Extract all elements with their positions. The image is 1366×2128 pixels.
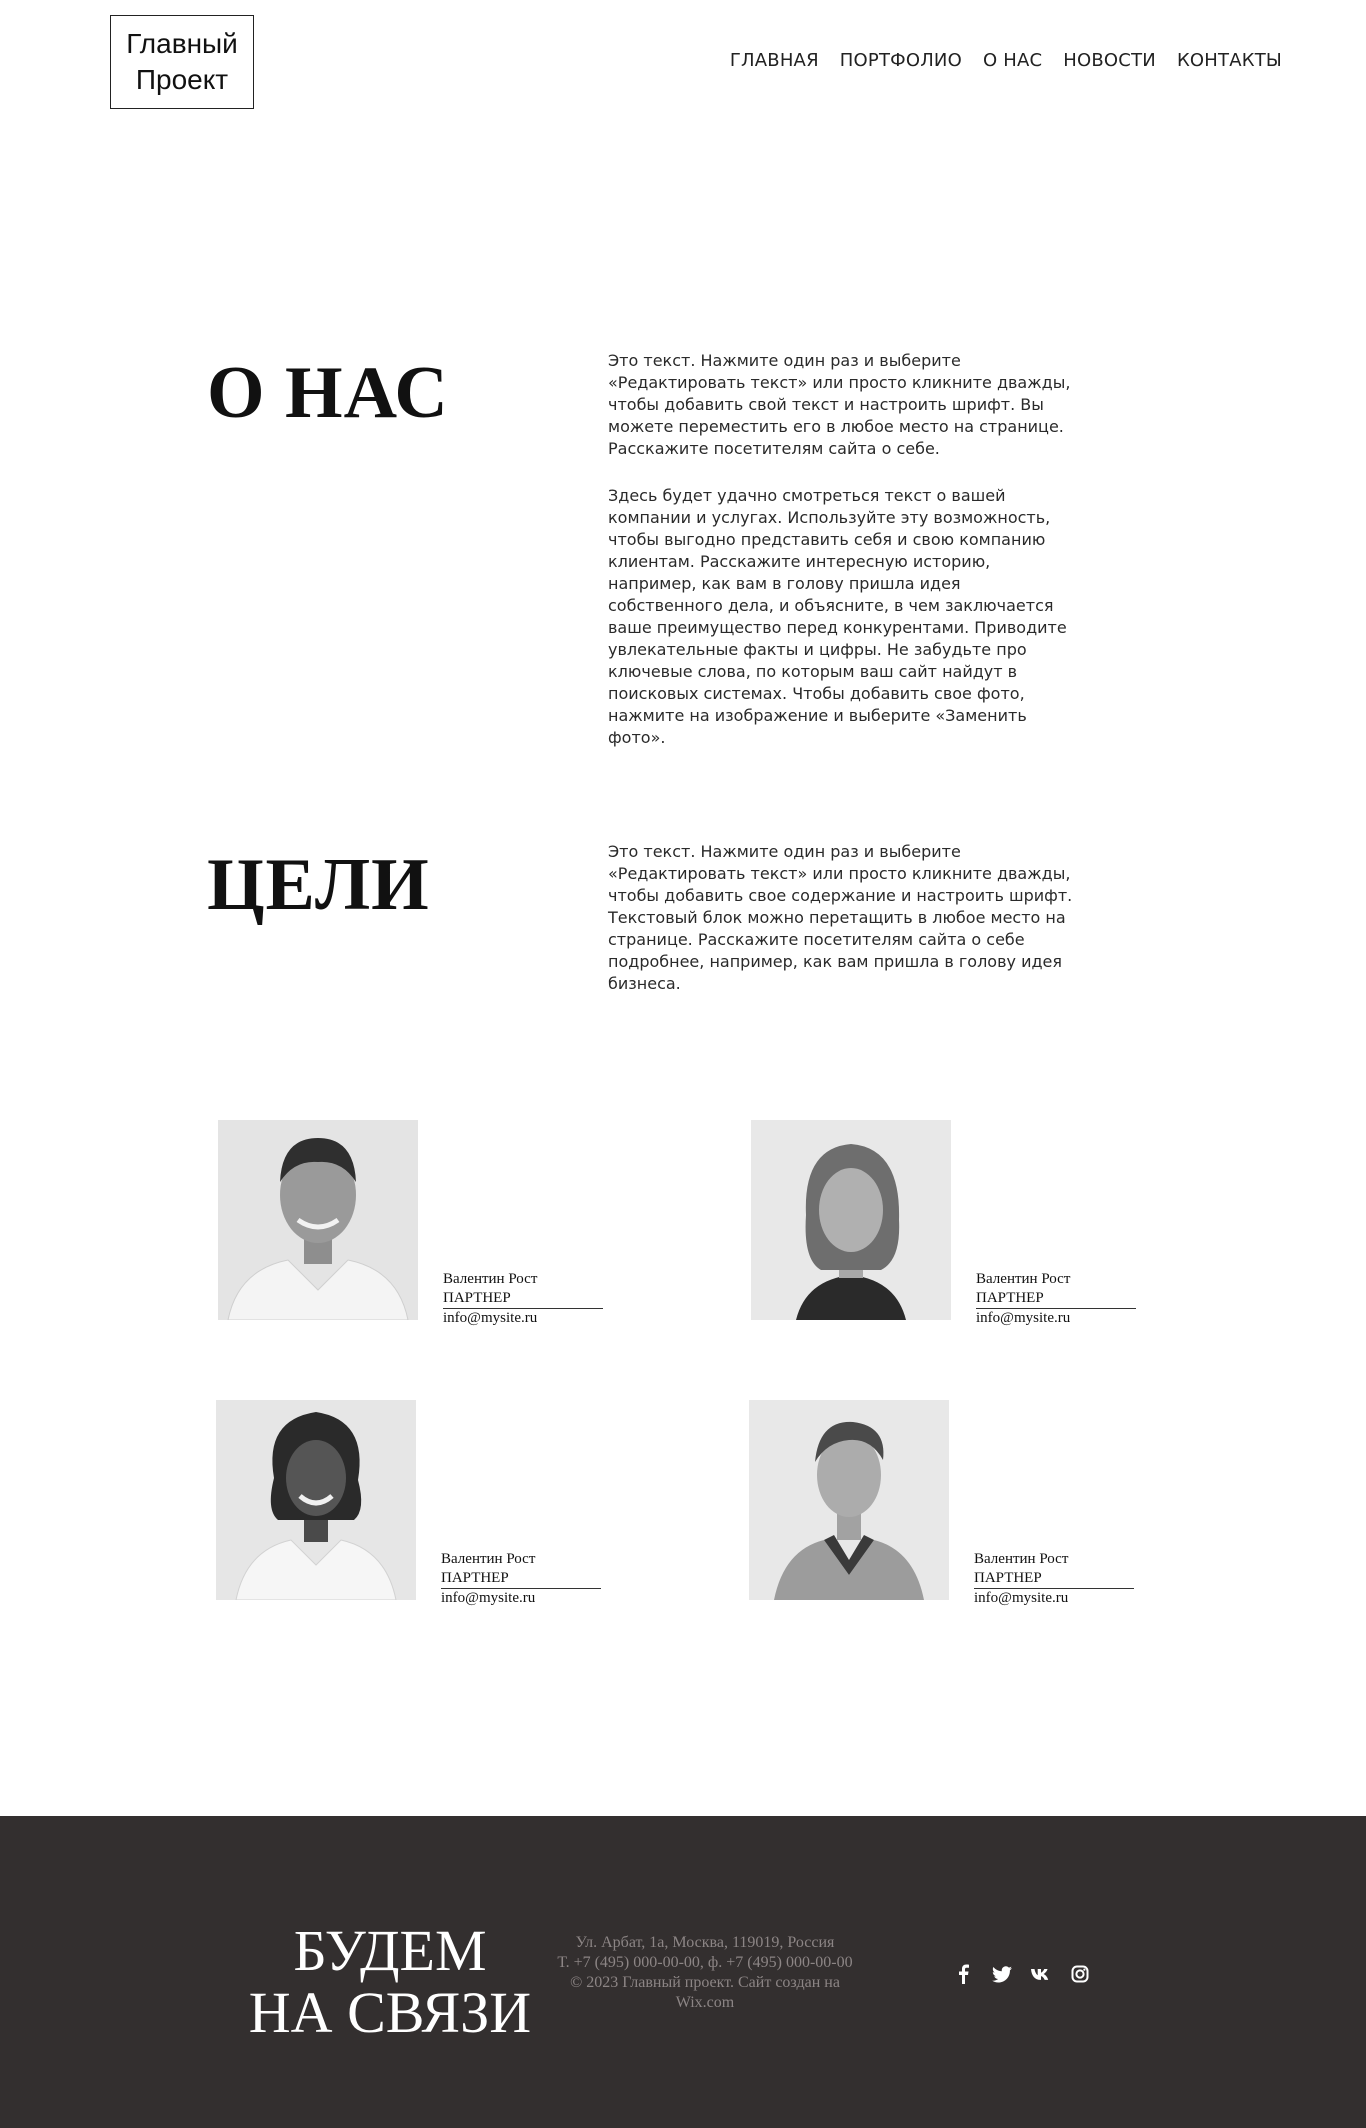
team-member-info [443, 1270, 603, 1328]
team-photo-woman-2[interactable] [216, 1400, 416, 1600]
vk-icon[interactable] [1030, 1963, 1052, 1985]
member-role: ПАРТНЕР [974, 1569, 1134, 1589]
footer-title [230, 1920, 550, 2044]
member-role: ПАРТНЕР [976, 1289, 1136, 1309]
member-name: Валентин Рост [441, 1551, 536, 1567]
member-name: Валентин Рост [443, 1271, 538, 1287]
site-footer [0, 1816, 1366, 2128]
team-photo-woman-1[interactable] [751, 1120, 951, 1320]
member-role: ПАРТНЕР [443, 1289, 603, 1309]
about-heading: О НАС [207, 352, 449, 434]
team-member-info [976, 1270, 1136, 1328]
member-name: Валентин Рост [974, 1551, 1069, 1567]
instagram-icon[interactable] [1069, 1963, 1091, 1985]
facebook-icon[interactable] [952, 1963, 974, 1985]
member-email[interactable]: info@mysite.ru [974, 1590, 1069, 1606]
nav-home[interactable]: ГЛАВНАЯ [729, 50, 819, 71]
about-text [608, 350, 1078, 749]
twitter-icon[interactable] [991, 1963, 1013, 1985]
nav-news[interactable]: НОВОСТИ [1063, 50, 1156, 71]
footer-contacts [555, 1933, 855, 2013]
footer-phone: Т. +7 (495) 000-00-00, ф. +7 (495) 000-00-00 [557, 1954, 853, 1971]
footer-title-line-1: БУДЕМ [293, 1918, 487, 1983]
member-name: Валентин Рост [976, 1271, 1071, 1287]
about-paragraph-2: Здесь будет удачно смотреться текст о вашей компании и услугах. Используйте эту возможность, чтобы выгодно представить себя и свою компанию клиентам. Расскажите интересную историю, например, как вам в голову пришла идея собственного дела, и объясните, в чем заключается ваше преимущество перед конкурентами. Приводите увлекательные факты и цифры. Не забудьте про ключевые слова, по которым ваш сайт найдут в поисковых системах. Чтобы добавить свое фото, нажмите на изображение и выберите «Заменить фото». [608, 486, 1067, 747]
team-photo-man-1[interactable] [218, 1120, 418, 1320]
about-paragraph-1: Это текст. Нажмите один раз и выберите «Редактировать текст» или просто кликните дважды, чтобы добавить свой текст и настроить шрифт. Вы можете переместить его в любое место на странице. Расскажите посетителям сайта о себе. [608, 351, 1071, 458]
site-logo[interactable] [110, 15, 254, 109]
goals-paragraph: Это текст. Нажмите один раз и выберите «Редактировать текст» или просто кликните дважды, чтобы добавить свое содержание и настроить шрифт. Текстовый блок можно перетащить в любое место на странице. Расскажите посетителям сайта о себе подробнее, например, как вам пришла в голову идея бизнеса. [608, 842, 1073, 993]
footer-address: Ул. Арбат, 1а, Москва, 119019, Россия [575, 1934, 835, 1951]
nav-contacts[interactable]: КОНТАКТЫ [1176, 50, 1282, 71]
footer-title-line-2: НА СВЯЗИ [248, 1980, 532, 2045]
goals-text [608, 841, 1078, 995]
team-photo-man-2[interactable] [749, 1400, 949, 1600]
team-member-info [441, 1550, 601, 1608]
goals-heading: ЦЕЛИ [207, 844, 430, 926]
nav-portfolio[interactable]: ПОРТФОЛИО [839, 50, 962, 71]
member-email[interactable]: info@mysite.ru [443, 1310, 538, 1326]
logo-text: Главный Проект [126, 28, 238, 95]
member-email[interactable]: info@mysite.ru [976, 1310, 1071, 1326]
footer-copyright[interactable]: © 2023 Главный проект. Сайт создан на Wix.com [570, 1974, 840, 2011]
member-role: ПАРТНЕР [441, 1569, 601, 1589]
member-email[interactable]: info@mysite.ru [441, 1590, 536, 1606]
main-nav [730, 50, 1282, 71]
team-member-info [974, 1550, 1134, 1608]
social-bar [952, 1963, 1091, 1985]
nav-about[interactable]: О НАС [982, 50, 1043, 71]
